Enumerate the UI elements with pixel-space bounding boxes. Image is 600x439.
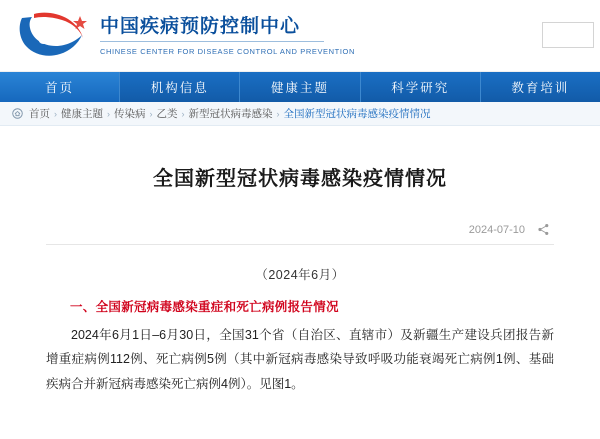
- page-title: 全国新型冠状病毒感染疫情情况: [153, 168, 447, 190]
- logo-title-cn: 中国疾病预防控制中心: [100, 15, 301, 37]
- report-period: （2024年6月）: [255, 268, 345, 282]
- home-icon: [12, 108, 23, 119]
- breadcrumb-item-0[interactable]: 首页: [29, 108, 50, 120]
- nav-item-home[interactable]: 首页: [0, 72, 120, 102]
- publish-date: 2024-07-10: [468, 223, 525, 236]
- main-nav: [0, 72, 600, 102]
- site-header: [0, 0, 600, 72]
- article-paragraph: 2024年6月1日–6月30日，全国31个省（自治区、直辖市）及新疆生产建设兵团报告新增重症病例112例、死亡病例5例（其中新冠病毒感染导致呼吸功能衰竭死亡病例1例、基础疾病合并新冠病毒感染死亡病例4例）。见图1。: [46, 328, 554, 391]
- breadcrumb-item-current: 全国新型冠状病毒感染疫情情况: [283, 108, 431, 120]
- breadcrumb-item-3[interactable]: 乙类: [156, 108, 178, 120]
- header-search-box[interactable]: [542, 22, 594, 48]
- nav-item-org-info[interactable]: 机构信息: [120, 72, 240, 102]
- breadcrumb-item-1[interactable]: 健康主题: [61, 108, 103, 120]
- article-body: [0, 126, 600, 396]
- breadcrumb-separator: ›: [54, 108, 57, 119]
- share-icon[interactable]: [537, 223, 550, 236]
- breadcrumb: [0, 102, 600, 126]
- breadcrumb-separator: ›: [107, 108, 110, 119]
- breadcrumb-item-2[interactable]: 传染病: [114, 108, 146, 120]
- logo-divider: [100, 41, 324, 42]
- cdc-logo-icon: [14, 8, 92, 64]
- site-logo[interactable]: [14, 8, 355, 64]
- nav-item-health-topics[interactable]: 健康主题: [240, 72, 360, 102]
- logo-title-en: CHINESE CENTER FOR DISEASE CONTROL AND PREVENTION: [100, 47, 355, 57]
- breadcrumb-separator: ›: [149, 108, 153, 119]
- breadcrumb-item-4[interactable]: 新型冠状病毒感染: [188, 108, 273, 120]
- svg-text:CDC: CDC: [38, 30, 71, 48]
- breadcrumb-separator: ›: [181, 108, 185, 119]
- nav-item-research[interactable]: 科学研究: [361, 72, 481, 102]
- logo-text-block: [100, 15, 355, 57]
- breadcrumb-separator: ›: [276, 108, 280, 119]
- section-heading: 一、全国新冠病毒感染重症和死亡病例报告情况: [70, 300, 339, 314]
- article-meta: [46, 191, 554, 242]
- nav-item-education[interactable]: 教育培训: [511, 81, 570, 95]
